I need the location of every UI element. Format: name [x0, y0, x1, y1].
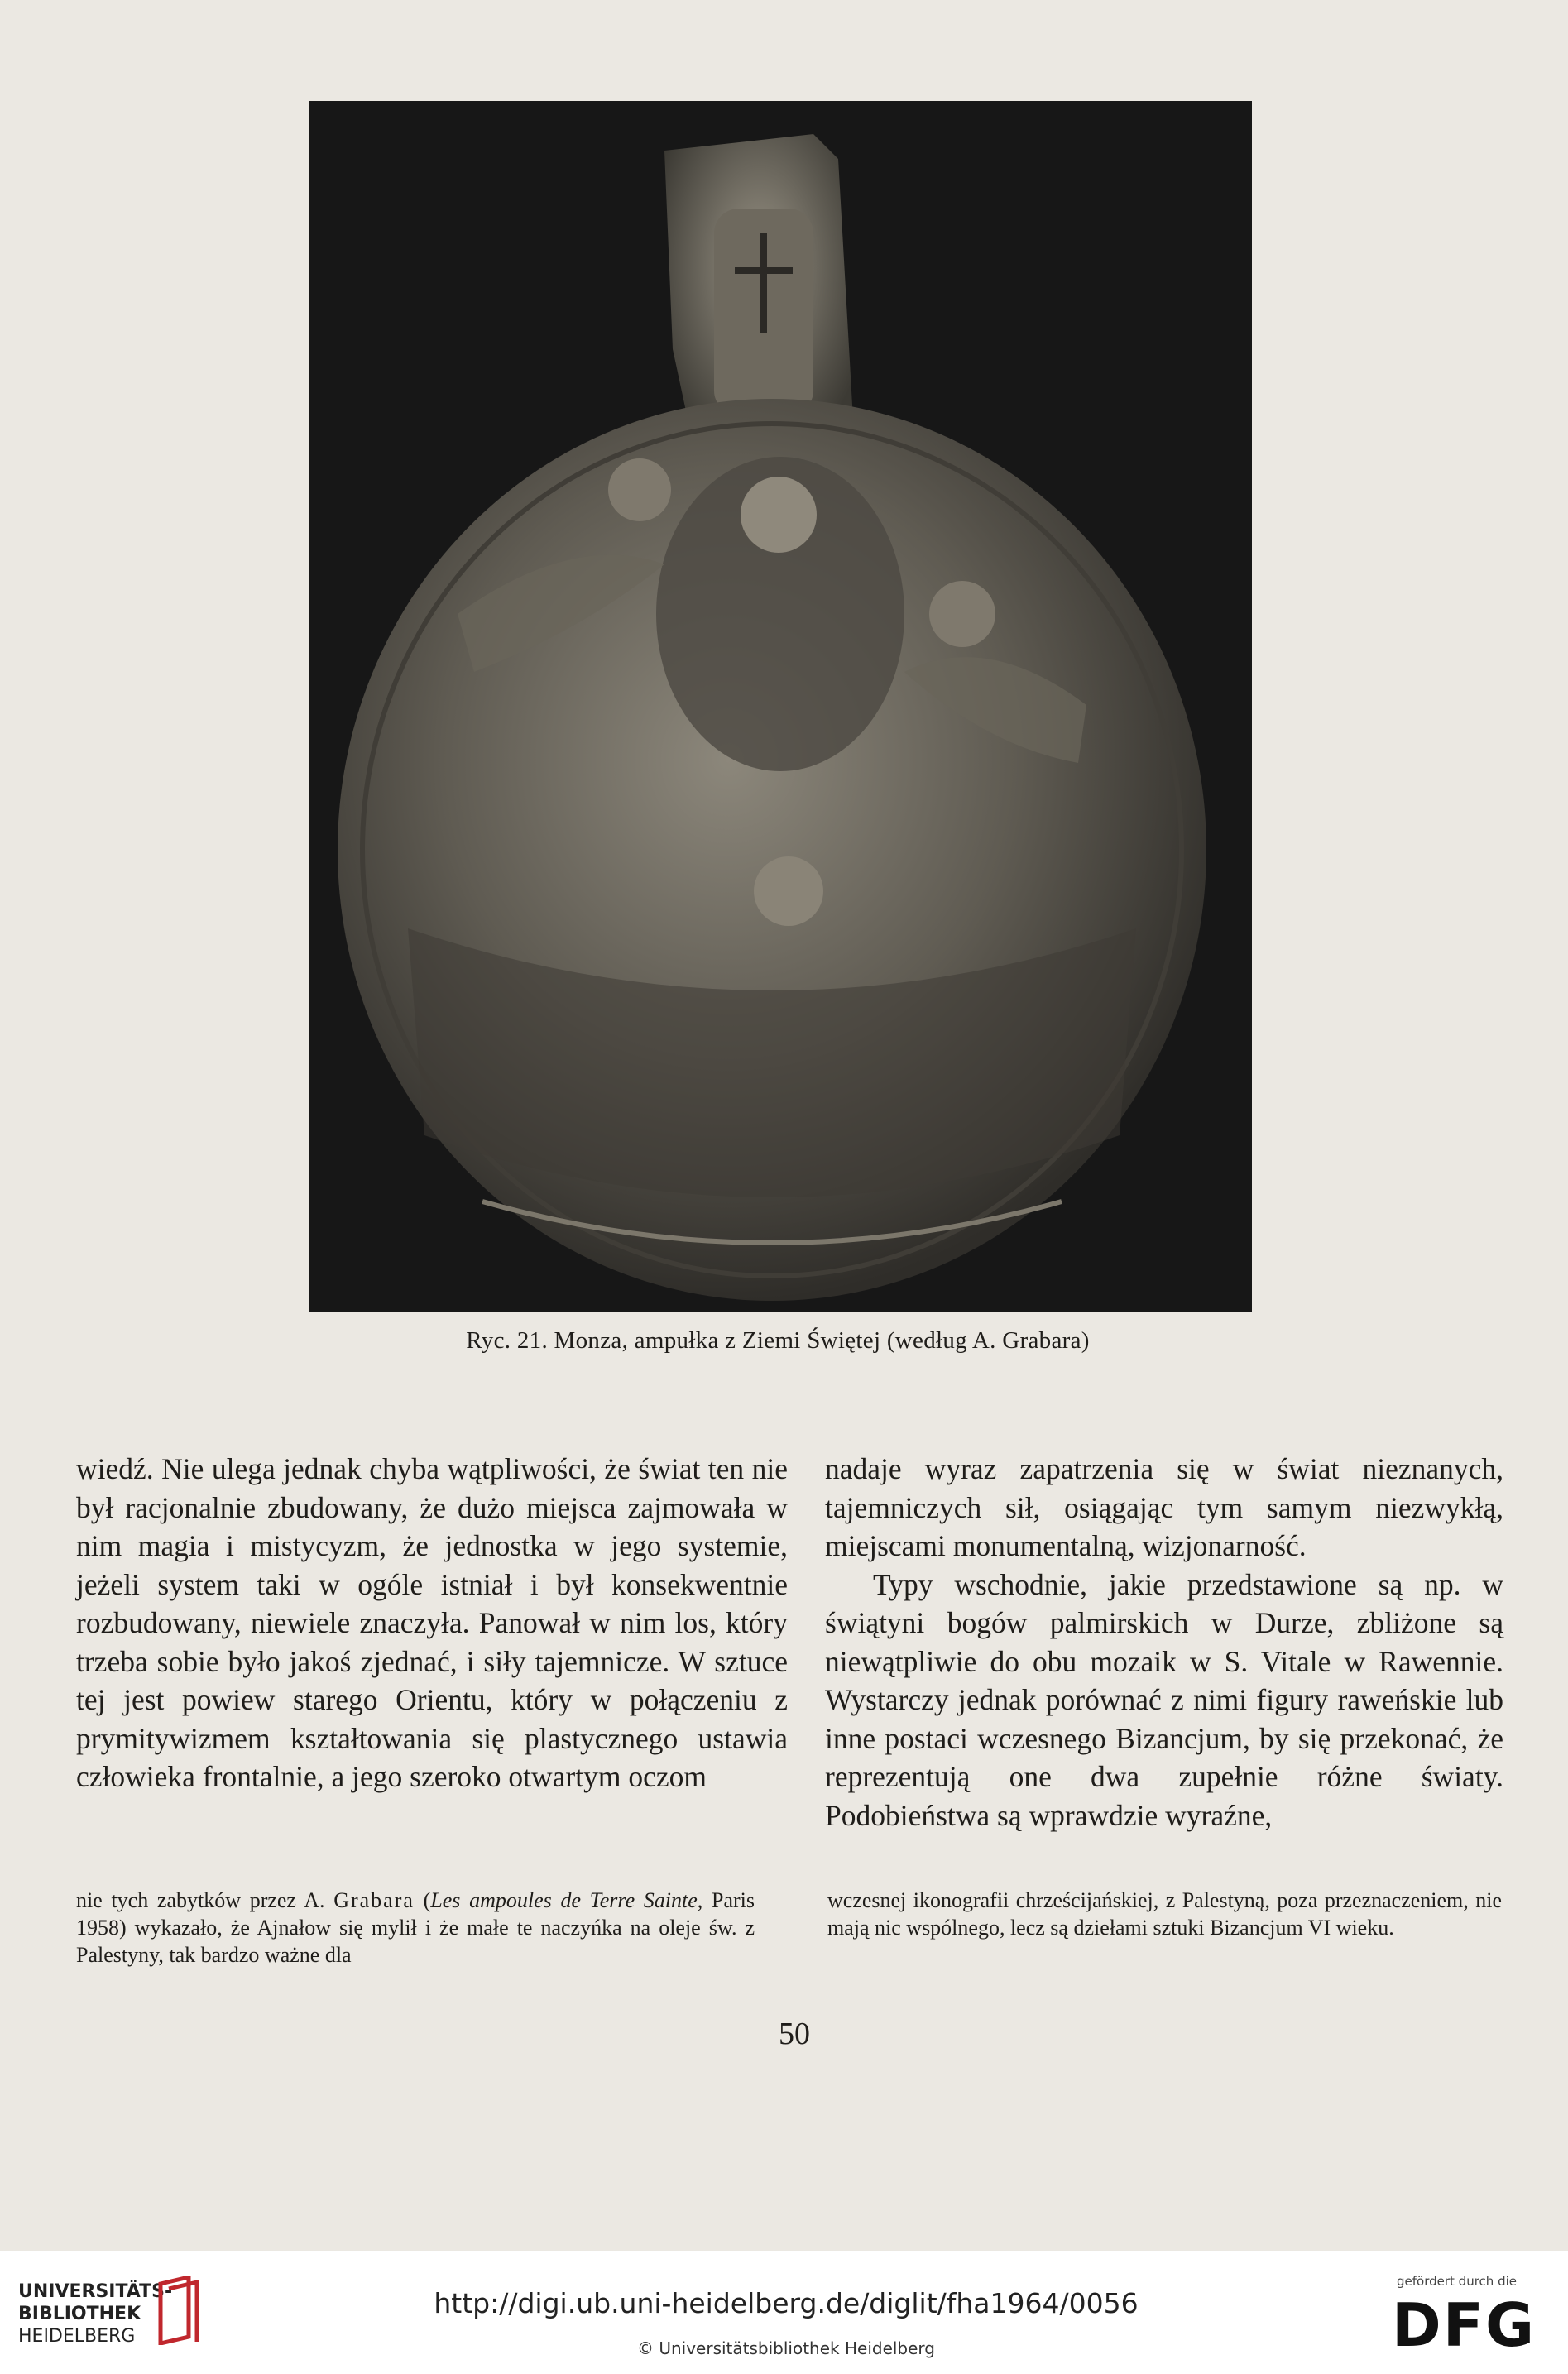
paragraph: nadaje wyraz zapatrzenia się w świat nieznanych, tajemniczych sił, osiągając tym samym niezwykłą, miejscami monumentalną, wizjonarność. [825, 1452, 1503, 1562]
paragraph: wiedź. Nie ulega jednak chyba wątpliwości, że świat ten nie był racjonalnie zbudowany, że dużo miejsca zajmowała w nim magia i mistycyzm, że jednostka w jego systemie, jeżeli system taki w ogóle istniał i był konsekwentnie rozbudowany, niewiele znaczyła. Panował w nim los, który trzeba sobie było jakoś zjednać, i siły tajemnicze. W sztuce tej jest powiew starego Orientu, który w połączeniu z prymitywizmem kształtowania się plastycznego ustawia człowieka frontalnie, a jego szeroko otwartym oczom [76, 1452, 788, 1793]
library-line: UNIVERSITÄTS- [18, 2281, 173, 2302]
library-line: HEIDELBERG [18, 2326, 136, 2347]
copyright-notice: © Universitätsbibliothek Heidelberg [636, 2338, 935, 2358]
permalink-url[interactable]: http://digi.ub.uni-heidelberg.de/diglit/fha1964/0056 [434, 2287, 1139, 2319]
footnote-text: nie tych zabytków przez A. [76, 1888, 334, 1912]
footnote-author: Grabara [333, 1888, 415, 1912]
bleed-through-text [1274, 116, 1547, 1357]
footnote-text: ( [414, 1888, 431, 1912]
figure-caption: Ryc. 21. Monza, ampułka z Ziemi Świętej (według A. Grabara) [466, 1327, 1090, 1354]
library-logo-text [18, 2280, 172, 2348]
ampulla-image [309, 101, 1252, 1312]
sponsor-note: gefördert durch die [1397, 2274, 1517, 2289]
right-column-text [825, 1450, 1503, 1834]
library-logo-icon [156, 2276, 202, 2345]
footnote-title: Les ampoules de Terre Sainte [430, 1888, 698, 1912]
figure-photo-ampulla [309, 101, 1252, 1312]
library-line: BIBLIOTHEK [18, 2304, 141, 2324]
footnote-right: wczesnej ikonografii chrześcijańskiej, z Palestyną, poza przeznaczeniem, nie mają nic wspólnego, lecz są dziełami sztuki Bizancjum VI wieku. [827, 1888, 1502, 1940]
footer-bar [0, 2251, 1568, 2374]
dfg-logo: DFG [1392, 2290, 1537, 2360]
page-number: 50 [779, 2017, 810, 2051]
footnote-left [76, 1887, 755, 1969]
left-column-text [76, 1450, 788, 1796]
footnote-text: , Paris 1958) wykazało, że Ajnałow się mylił i że małe te naczyńka na oleje św. z Palestyny, tak bardzo ważne dla [76, 1888, 755, 1967]
paragraph: Typy wschodnie, jakie przedstawione są np. w świątyni bogów palmirskich w Durze, zbliżone są niewątpliwie do obu mozaik w S. Vitale w Rawennie. Wystarczy jednak porównać z nimi figury raweńskie lub inne postaci wczesnego Bizancjum, by się przekonać, że reprezentują one dwa zupełnie różne światy. Podobieństwa są wprawdzie wyraźne, [825, 1567, 1503, 1832]
